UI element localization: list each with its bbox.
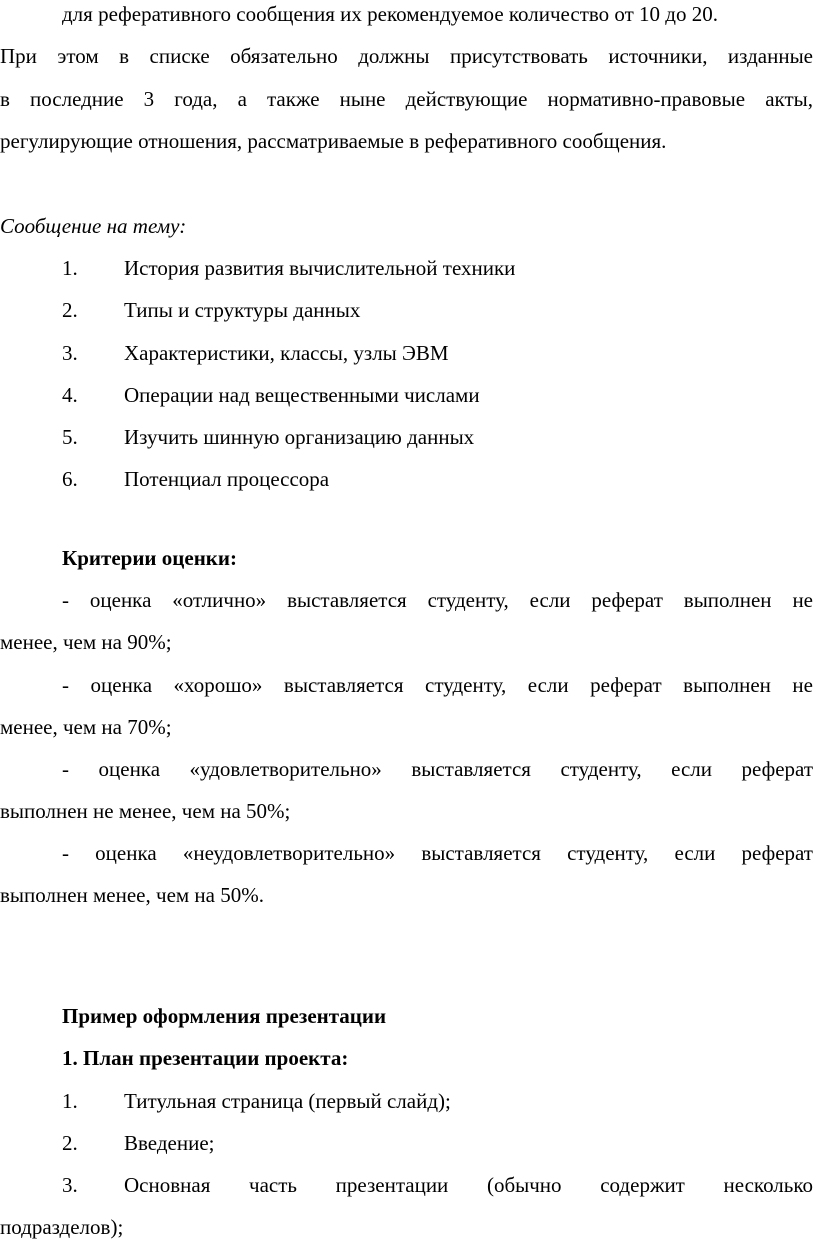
criteria-heading: Критерии оценки:	[62, 546, 237, 570]
plan-item: Введение;	[124, 1131, 215, 1155]
plan-item-continuation: подразделов);	[0, 1215, 124, 1239]
topic-item: Потенциал процессора	[124, 467, 330, 491]
topic-number: 3.	[62, 341, 78, 365]
intro-line-3: в последние 3 года, а также ныне действующие нормативно-правовые акты,	[0, 87, 813, 111]
criteria-item-line: - оценка «удовлетворительно» выставляется студенту, если реферат	[62, 757, 813, 781]
topics-heading: Сообщение на тему:	[0, 214, 187, 238]
topic-number: 2.	[62, 298, 78, 322]
plan-number: 1.	[62, 1089, 78, 1113]
plan-item: Титульная страница (первый слайд);	[124, 1089, 451, 1113]
topic-item: Изучить шинную организацию данных	[124, 425, 475, 449]
intro-line-2: При этом в списке обязательно должны присутствовать источники, изданные	[0, 44, 813, 68]
criteria-item-line: менее, чем на 90%;	[0, 630, 172, 654]
topic-number: 1.	[62, 256, 78, 280]
intro-line-4: регулирующие отношения, рассматриваемые в реферативного сообщения.	[0, 129, 667, 153]
topic-item: Характеристики, классы, узлы ЭВМ	[124, 341, 449, 365]
criteria-item-line: менее, чем на 70%;	[0, 715, 172, 739]
topic-number: 4.	[62, 383, 78, 407]
criteria-item-line: выполнен не менее, чем на 50%;	[0, 799, 291, 823]
criteria-item-line: - оценка «отлично» выставляется студенту, если реферат выполнен не	[62, 588, 813, 612]
criteria-item-line: - оценка «хорошо» выставляется студенту, если реферат выполнен не	[62, 673, 813, 697]
topic-item: Операции над вещественными числами	[124, 383, 480, 407]
topic-number: 5.	[62, 425, 78, 449]
plan-item: Основная часть презентации (обычно содержит несколько	[124, 1173, 813, 1197]
presentation-heading: Пример оформления презентации	[62, 1004, 387, 1028]
plan-number: 2.	[62, 1131, 78, 1155]
presentation-subheading: 1. План презентации проекта:	[62, 1046, 349, 1070]
topic-item: Типы и структуры данных	[124, 298, 361, 322]
topic-item: История развития вычислительной техники	[124, 256, 516, 280]
criteria-item-line: выполнен менее, чем на 50%.	[0, 883, 264, 907]
intro-line-1: для реферативного сообщения их рекомендуемое количество от 10 до 20.	[62, 2, 718, 26]
criteria-item-line: - оценка «неудовлетворительно» выставляется студенту, если реферат	[62, 841, 813, 865]
topic-number: 6.	[62, 467, 78, 491]
plan-number: 3.	[62, 1173, 78, 1197]
